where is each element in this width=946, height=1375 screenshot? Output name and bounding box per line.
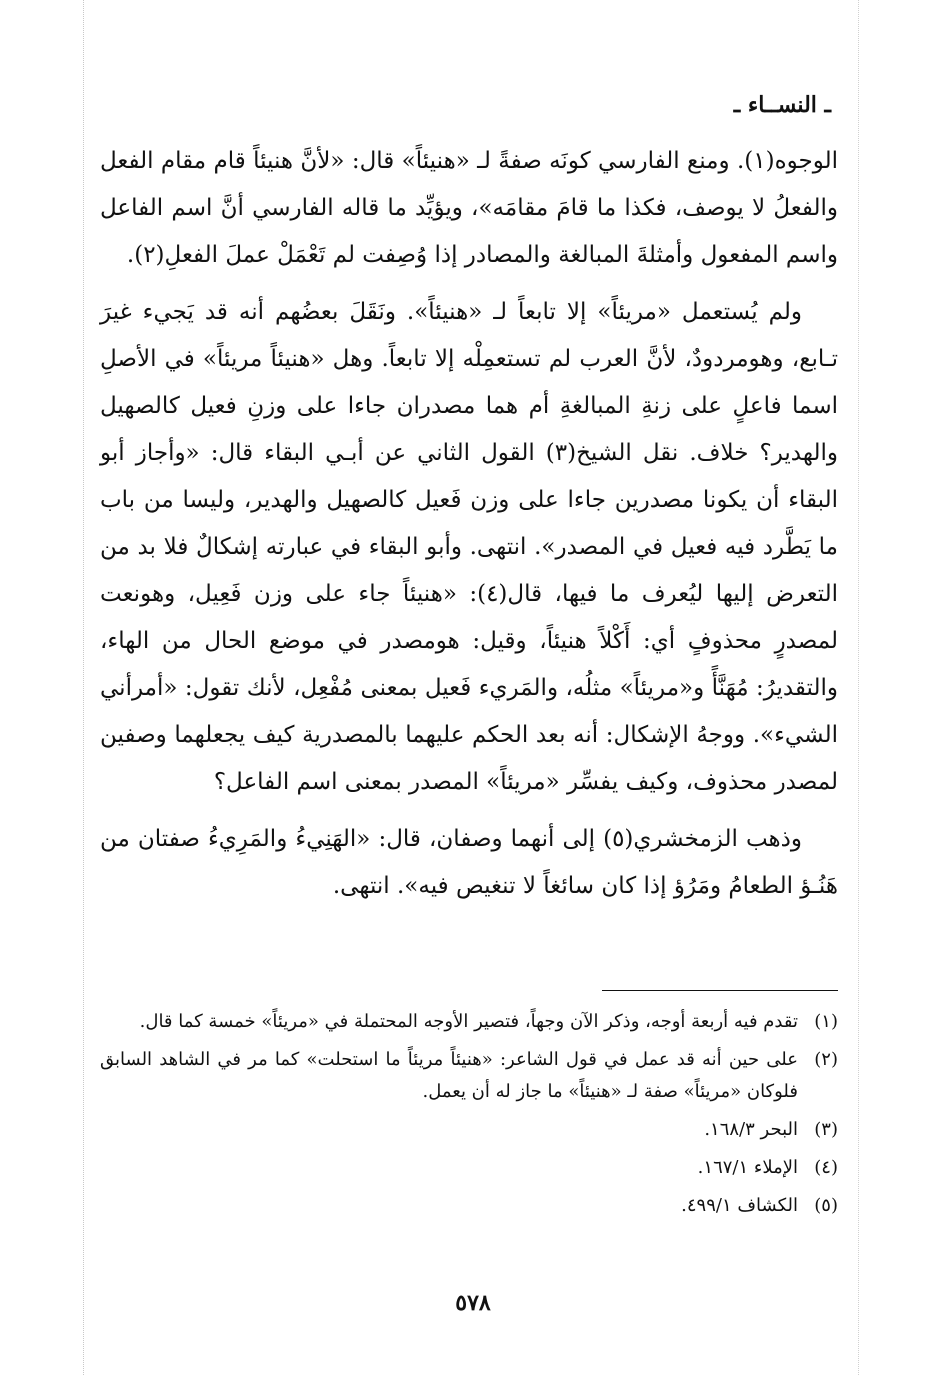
footnote-divider xyxy=(602,990,838,991)
paragraph-3: وذهب الزمخشري(٥) إلى أنهما وصفان، قال: «الهَنِيءُ والمَرِيءُ صفتان من هَنُـؤ الطعامُ ومَرُؤ إذا كان سائغاً لا تنغيص فيه». انتهى. xyxy=(100,826,838,899)
running-header: ـ النســاء ـ xyxy=(733,92,831,118)
scan-margin-line-right xyxy=(858,0,859,1375)
paragraph-2: ولم يُستعمل «مريئاً» إلا تابعاً لـ «هنيئاً». ونَقَلَ بعضُهم أنه قد يَجيء غيرَ تـابع، وهومردودٌ، لأنَّ العرب لم تستعمِلْه إلا تابعاً. وهل «هنيئاً مريئاً» في الأصلِ اسما فاعلٍ على زنةِ المبالغةِ أم هما مصدران جاءا على وزنِ فعيل كالصهيل والهدير؟ خلاف. نقل الشيخ(٣) القول الثاني عن أبـي البقاء قال: «وأجاز أبو البقاء أن يكونا مصدرين جاءا على وزن فَعيل كالصهيل والهدير، وليسا من باب ما يَطَّرد فيه فعيل في المصدر». انتهى. وأبو البقاء في عبارته إشكالٌ فلا بد من التعرض إليها ليُعرف ما فيها، قال(٤): «هنيئاً جاء على وزن فَعِيل، وهونعت لمصدرٍ محذوفٍ أي: أَكْلاً هنيئاً، وقيل: هومصدر في موضع الحال من الهاء، والتقديرُ: مُهَنَّأً و«مريئاً» مثلُه، والمَريء فَعيل بمعنى مُفْعِل، لأنك تقول: «أمرأني الشيء». ووجهُ الإشكال: أنه بعد الحكم عليهما بالمصدرية كيف يجعلهما وصفين لمصدر محذوف، وكيف يفسِّر «مريئاً» المصدر بمعنى اسم الفاعل؟ xyxy=(100,299,839,795)
footnote-1 xyxy=(100,1006,838,1038)
footnote-text: البحر ١٦٨/٣. xyxy=(704,1119,798,1140)
main-text xyxy=(100,138,838,920)
footnote-number: (٤) xyxy=(814,1157,838,1178)
footnote-text: الإملاء ١٦٧/١. xyxy=(697,1157,798,1178)
footnote-number: (١) xyxy=(814,1011,838,1032)
footnote-number: (٥) xyxy=(814,1195,838,1216)
footnote-2 xyxy=(100,1044,838,1108)
footnote-3 xyxy=(100,1114,838,1146)
footnote-text: تقدم فيه أربعة أوجه، وذكر الآن وجهاً، فتصير الأوجه المحتملة في «مريئاً» خمسة كما قال. xyxy=(139,1011,798,1032)
footnote-5 xyxy=(100,1190,838,1222)
footnote-number: (٣) xyxy=(814,1119,838,1140)
footnote-number: (٢) xyxy=(814,1049,838,1070)
scan-margin-line xyxy=(83,0,84,1375)
page-number: ٥٧٨ xyxy=(455,1290,491,1316)
footnote-text: الكشاف ٤٩٩/١. xyxy=(681,1195,798,1216)
footnotes xyxy=(100,1006,838,1228)
footnote-4 xyxy=(100,1152,838,1184)
footnote-text: على حين أنه قد عمل في قول الشاعر: «هنيئاً مريئاً ما استحلت» كما مر في الشاهد السابق فلوكان «مريئاً» صفة لـ «هنيئاً» ما جاز له أن يعمل. xyxy=(100,1049,798,1102)
paragraph-1: الوجوه(١). ومنع الفارسي كونَه صفةً لـ «هنيئاً» قال: «لأنَّ هنيئاً قام مقام الفعل والفعلُ لا يوصف، فكذا ما قامَ مقامَه»، ويؤيِّد ما قاله الفارسي أنَّ اسم الفاعل واسم المفعول وأمثلةَ المبالغة والمصادر إذا وُصِفت لم تَعْمَلْ عملَ الفعلِ(٢). xyxy=(100,148,838,268)
